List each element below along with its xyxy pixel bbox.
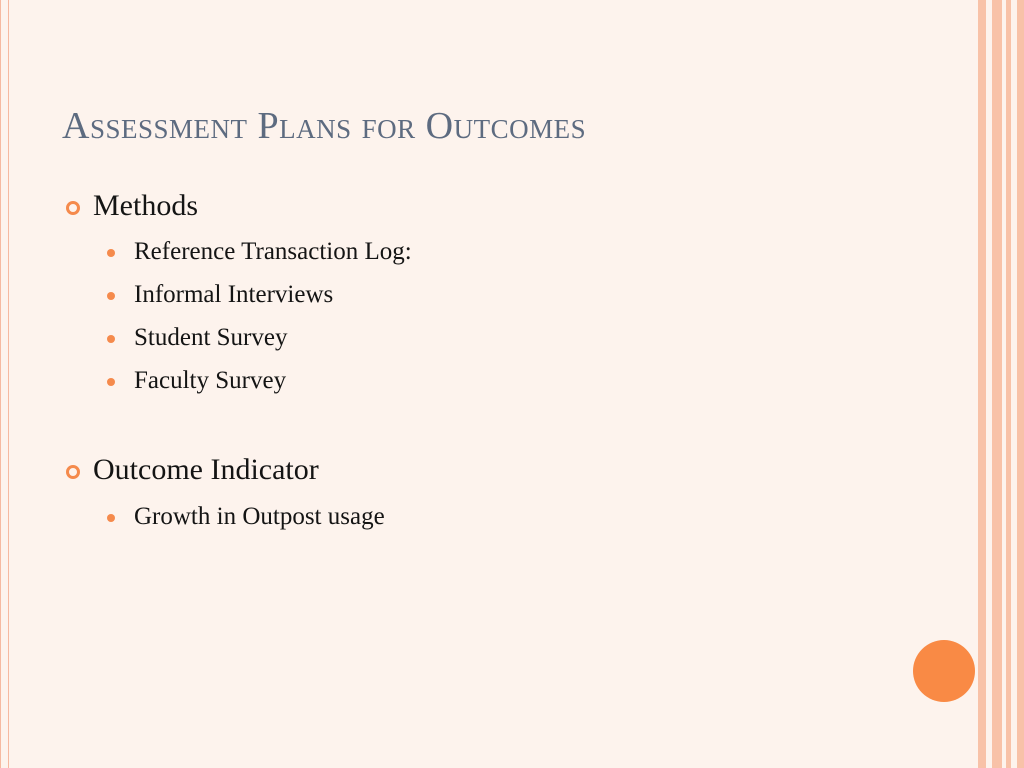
dot-bullet-icon	[107, 292, 115, 300]
sub-bullet-text: Growth in Outpost usage	[134, 503, 385, 530]
stripe	[978, 0, 986, 768]
sub-bullet-text: Faculty Survey	[134, 367, 287, 394]
stripe	[992, 0, 1002, 768]
sub-bullet-text: Student Survey	[134, 324, 288, 351]
bullet-heading: Outcome Indicator	[93, 453, 319, 486]
sub-bullet-text: Informal Interviews	[134, 281, 334, 308]
bullet-heading: Methods	[93, 189, 198, 222]
ring-bullet-icon	[66, 465, 80, 479]
slide-title: Assessment Plans for Outcomes	[62, 105, 587, 147]
left-border-decoration	[0, 0, 9, 768]
sub-bullet-text: Reference Transaction Log:	[134, 238, 412, 265]
dot-bullet-icon	[107, 378, 115, 386]
dot-bullet-icon	[107, 514, 115, 522]
stripe	[1017, 0, 1024, 768]
ring-bullet-icon	[66, 201, 80, 215]
dot-bullet-icon	[107, 249, 115, 257]
decorative-orange-circle	[913, 640, 975, 702]
dot-bullet-icon	[107, 335, 115, 343]
right-stripe-decoration	[978, 0, 1024, 768]
